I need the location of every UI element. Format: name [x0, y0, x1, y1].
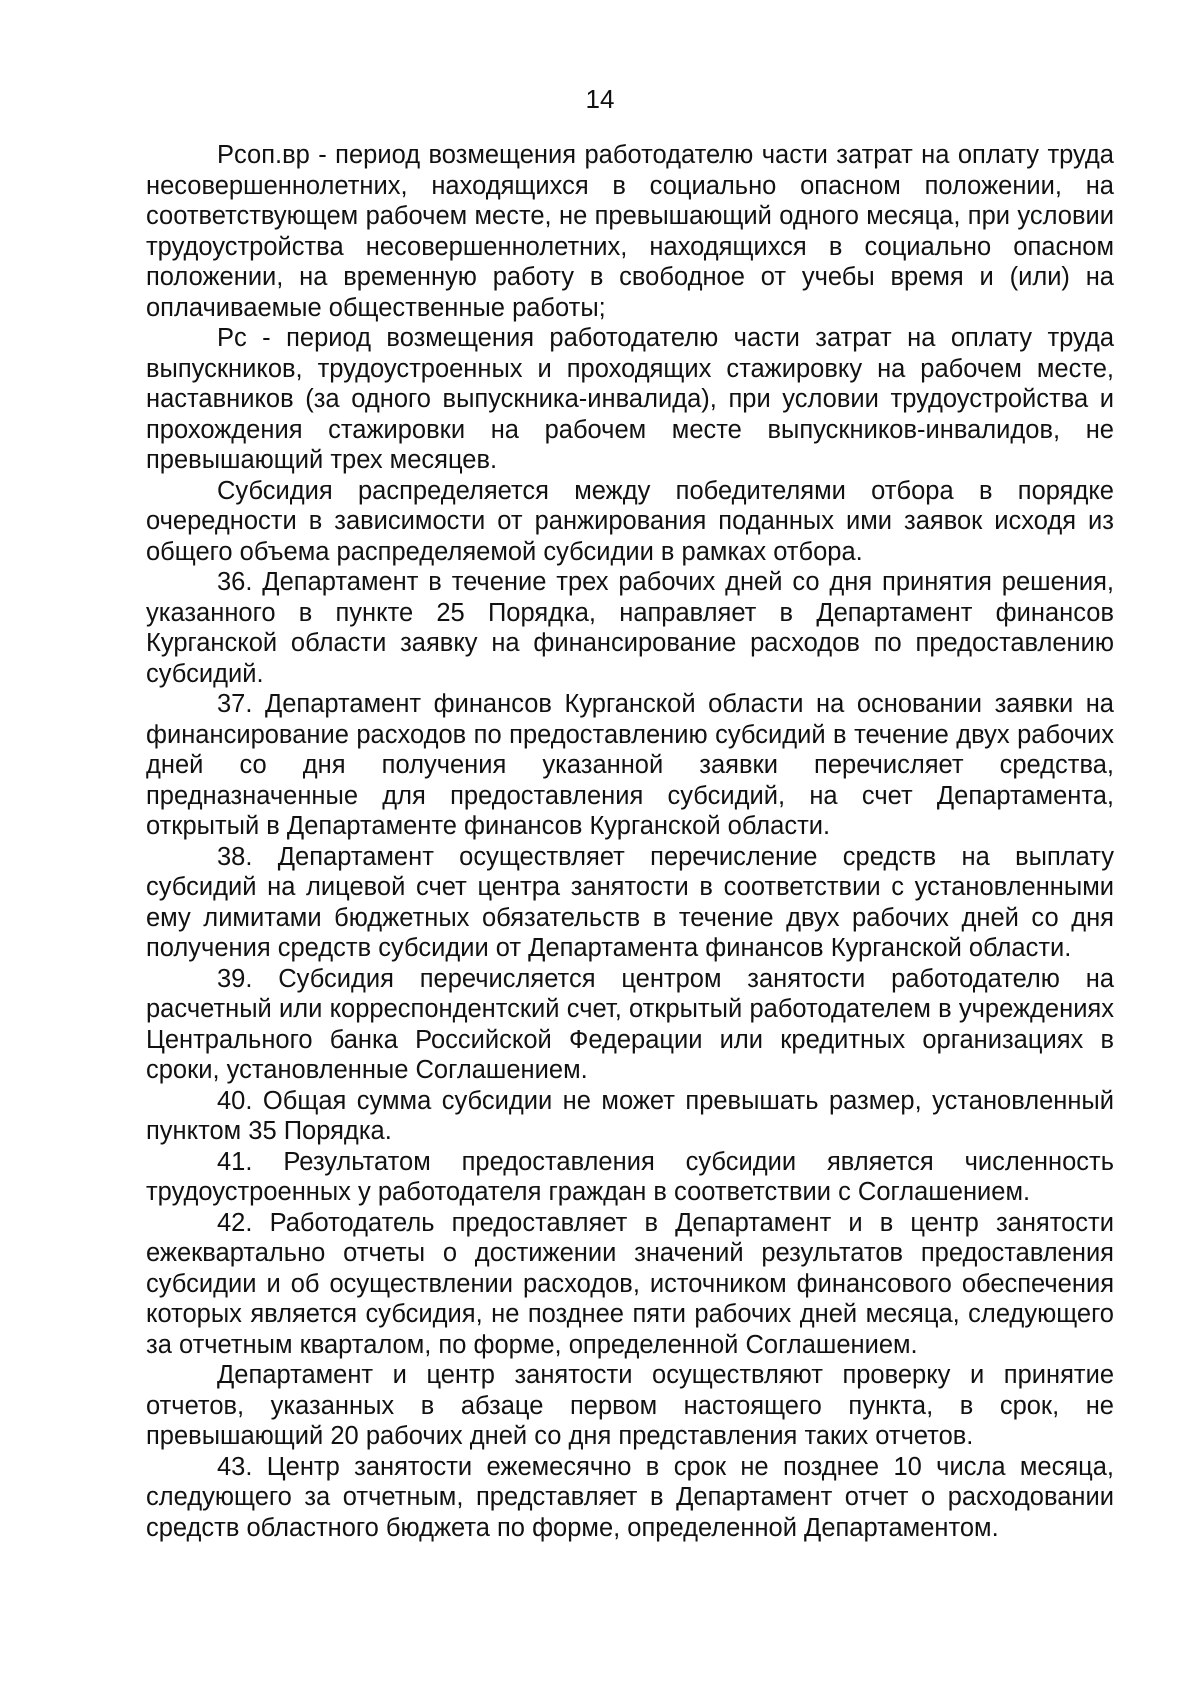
- paragraph-rs-definition: Рс - период возмещения работодателю части затрат на оплату труда выпускников, трудоустроенных и проходящих стажировку на рабочем месте, наставников (за одного выпускника-инвалида), при условии трудоустройства и прохождения стажировки на рабочем месте выпускников-инвалидов, не превышающий трех месяцев.: [146, 324, 1114, 474]
- paragraph-42: 42. Работодатель предоставляет в Департамент и в центр занятости ежеквартально отчеты о достижении значений результатов предоставления субсидии и об осуществлении расходов, источником финансового обеспечения которых является субсидия, не позднее пяти рабочих дней месяца, следующего за отчетным кварталом, по форме, определенной Соглашением.: [146, 1208, 1114, 1359]
- paragraph-40: 40. Общая сумма субсидии не может превышать размер, установленный пунктом 35 Порядка.: [146, 1086, 1114, 1145]
- paragraph-rsop-vr-definition: Рсоп.вр - период возмещения работодателю части затрат на оплату труда несовершеннолетних, находящихся в социально опасном положении, на соответствующем рабочем месте, не превышающий одного месяца, при условии трудоустройства несовершеннолетних, находящихся в социально опасном положении, на временную работу в свободное от учебы время и (или) на оплачиваемые общественные работы;: [146, 141, 1114, 322]
- paragraph-subsidy-distribution: Субсидия распределяется между победителями отбора в порядке очередности в зависимости от ранжирования поданных ими заявок исходя из общего объема распределяемой субсидии в рамках отбора.: [146, 476, 1114, 566]
- paragraph-36: 36. Департамент в течение трех рабочих дней со дня принятия решения, указанного в пункте 25 Порядка, направляет в Департамент финансов Курганской области заявку на финансирование расходов по предоставлению субсидий.: [146, 568, 1114, 688]
- paragraph-42-reports-check: Департамент и центр занятости осуществляют проверку и принятие отчетов, указанных в абзаце первом настоящего пункта, в срок, не превышающий 20 рабочих дней со дня представления таких отчетов.: [146, 1361, 1114, 1450]
- paragraph-41: 41. Результатом предоставления субсидии является численность трудоустроенных у работодателя граждан в соответствии с Соглашением.: [146, 1147, 1114, 1206]
- page-number: 14: [585, 84, 615, 114]
- paragraph-37: 37. Департамент финансов Курганской области на основании заявки на финансирование расходов по предоставлению субсидий в течение двух рабочих дней со дня получения указанной заявки перечисляет средства, предназначенные для предоставления субсидий, на счет Департамента, открытый в Департаменте финансов Курганской области.: [146, 690, 1114, 840]
- paragraph-43: 43. Центр занятости ежемесячно в срок не позднее 10 числа месяца, следующего за отчетным, представляет в Департамент отчет о расходовании средств областного бюджета по форме, определенной Департаментом.: [146, 1452, 1114, 1542]
- paragraph-38: 38. Департамент осуществляет перечисление средств на выплату субсидий на лицевой счет центра занятости в соответствии с установленными ему лимитами бюджетных обязательств в течение двух рабочих дней со дня получения средств субсидии от Департамента финансов Курганской области.: [146, 842, 1114, 962]
- paragraph-39: 39. Субсидия перечисляется центром занятости работодателю на расчетный или корреспондентский счет, открытый работодателем в учреждениях Центрального банка Российской Федерации или кредитных организациях в сроки, установленные Соглашением.: [146, 964, 1114, 1084]
- document-body: [146, 140, 1114, 1543]
